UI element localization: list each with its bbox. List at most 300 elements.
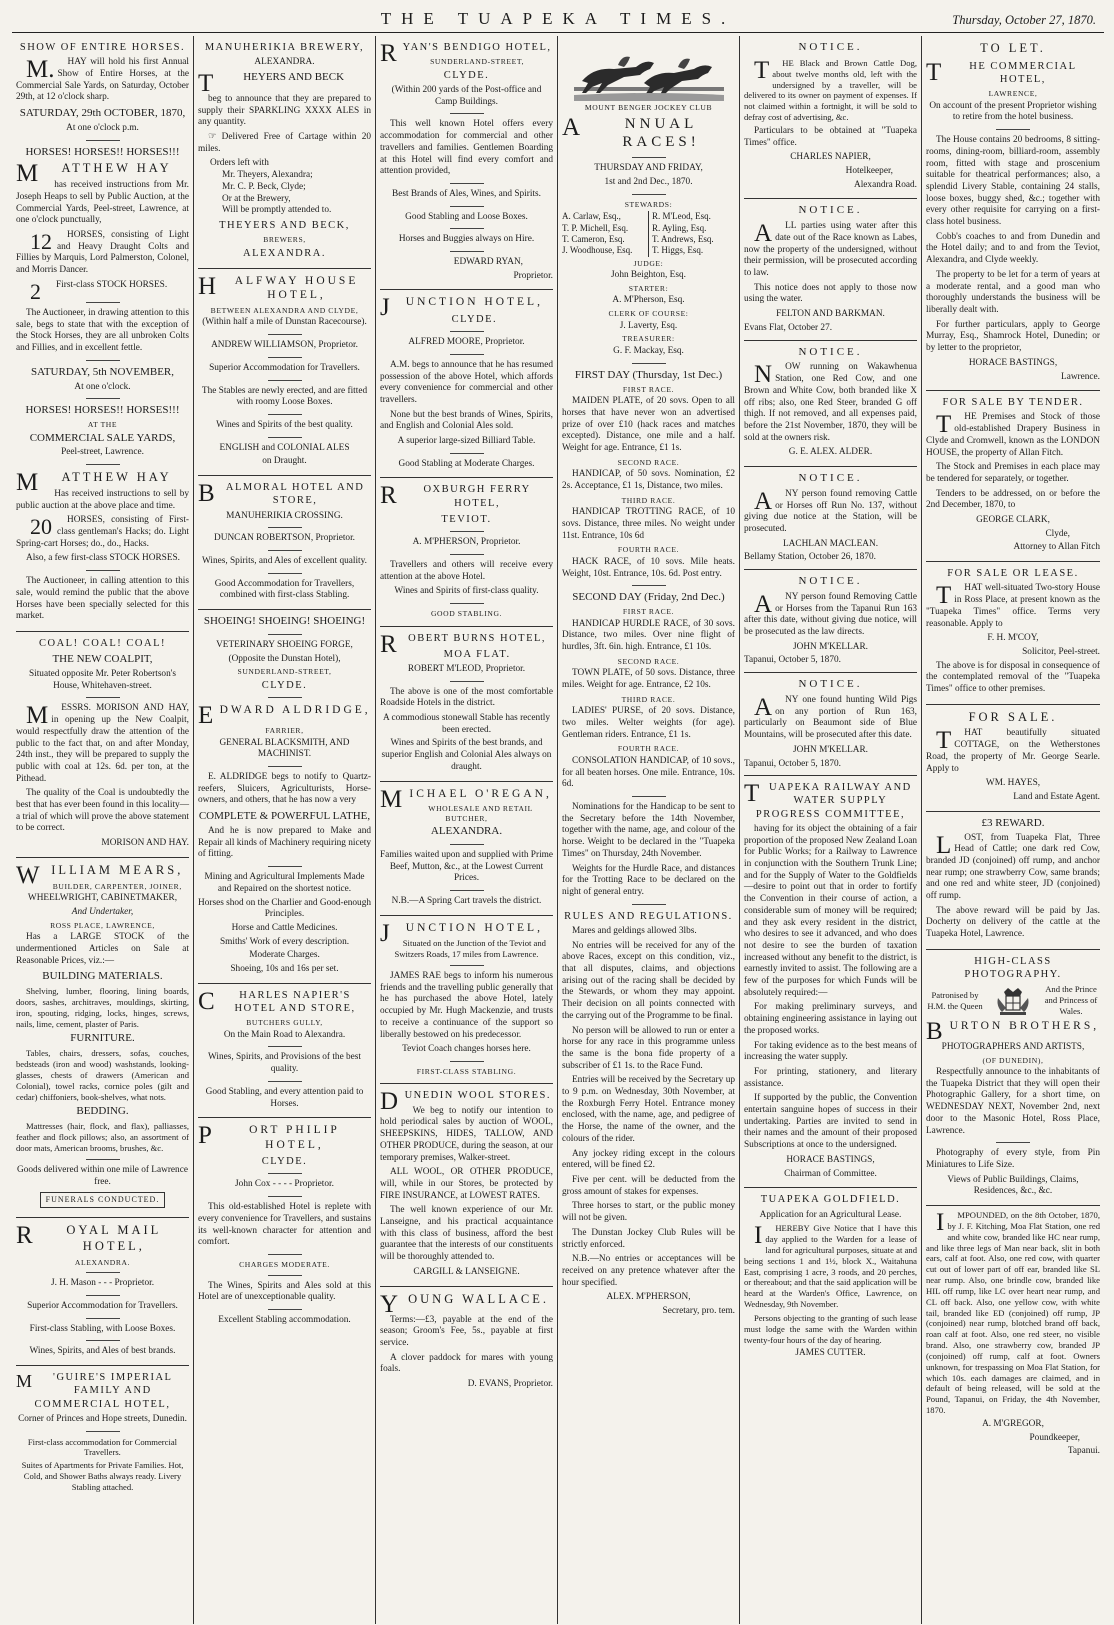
ad-signature: Proprietor. [513, 270, 553, 281]
ad-location: ALEXANDRA. [74, 1257, 131, 1267]
ad-line: Or at the Brewery, [222, 193, 291, 204]
ad-body: A clover paddock for mares with young foals. [380, 1352, 553, 1375]
ad-heading: HE COMMERCIAL HOTEL, [969, 60, 1077, 85]
notice-subheading: Application for an Agricultural Lease. [759, 1209, 902, 1220]
club-name: MOUNT BENGER JOCKEY CLUB [584, 103, 713, 112]
rule: Any jockey riding except in the colours entered, will be fined £2. [562, 1148, 735, 1171]
ad-heading: OYAL MAIL HOTEL, [66, 1223, 162, 1254]
ad-body: For further particulars, apply to George Murray, Esq., Shamrock Hotel, Dunedin; or by letter to the proprietor, [926, 319, 1100, 354]
proprietor: ROBERT M'LEOD, Proprietor. [407, 663, 526, 674]
ad-body: HE Premises and Stock of those old-established Drapery Business in Clyde and Cromwell, known as the LONDON HOUSE, the property of Allan Fitch. [926, 412, 1100, 458]
ad-line: Excellent Stabling accommodation. [218, 1314, 351, 1325]
drop-cap: I [754, 1222, 763, 1250]
ad-heading: ALFWAY HOUSE HOTEL, [234, 274, 359, 302]
drop-cap: R [380, 482, 399, 510]
proprietor: J. H. Mason - - - Proprietor. [50, 1278, 155, 1289]
auctioneer-name: ATTHEW HAY [61, 161, 172, 176]
ad-photography [926, 950, 1100, 1206]
ad-line: Mr. Theyers, Alexandra; [222, 170, 313, 181]
section-heading: BEDDING. [76, 1105, 129, 1118]
ad-heading: OXBURGH FERRY HOTEL, [423, 484, 531, 509]
issue-date: Thursday, October 27, 1870. [952, 13, 1096, 27]
ad-subheading: PHOTOGRAPHERS AND ARTISTS, [941, 1041, 1085, 1052]
drop-cap: A [562, 113, 585, 141]
race-number: SECOND RACE. [617, 457, 680, 467]
ad-location: LAWRENCE, [988, 89, 1038, 99]
section-heading: BUILDING MATERIALS. [42, 970, 163, 983]
ad-heading: ILLIAM MEARS, [51, 862, 184, 877]
drop-cap: J [380, 919, 393, 947]
steward: T. Higgs, Esq. [652, 245, 704, 256]
ad-heading: URTON BROTHERS, [949, 1019, 1100, 1032]
ad-location: SUNDERLAND-STREET, [237, 667, 332, 677]
drop-cap: R [16, 1222, 36, 1250]
official: A. M'Pherson, Esq. [612, 295, 685, 306]
notice-wild-pigs [744, 673, 917, 776]
notice-cattle-dog [744, 36, 917, 199]
ad-body: Goods delivered within one mile of Lawrence free. [17, 1164, 188, 1187]
ad-line: Mr. C. P. Beck, Clyde; [222, 181, 306, 192]
notice-date: Tapanui, October 5, 1870. [744, 758, 841, 769]
ad-line: N.B.—A Spring Cart travels the district. [391, 896, 542, 907]
lot-number: 12 [30, 229, 52, 255]
ad-roxburgh-ferry-hotel [380, 478, 553, 626]
drop-cap: P [198, 1122, 215, 1150]
ad-shoeing-forge [198, 610, 371, 984]
ad-subheading: THE NEW COALPIT, [52, 653, 153, 666]
ad-body: Has a LARGE STOCK of the undermentioned Articles on Sale at Reasonable Prices, viz.:— [16, 932, 189, 966]
ad-signature: ALEXANDRA. [243, 247, 326, 259]
ad-signature: GEORGE CLARK, [976, 515, 1050, 526]
drop-cap: M [16, 469, 42, 497]
ad-body: Respectfully announce to the inhabitants of the Tuapeka District that they will open their Photographic Gallery, for a short time, on WEDNESDAY NEXT, November 2nd, next door to the Masonic Hotel, Ross Place, Lawrence. [926, 1067, 1100, 1136]
drop-cap: M [16, 160, 42, 188]
venue-address: Peel-street, Lawrence. [61, 447, 144, 458]
ad-subheading: COMPLETE & POWERFUL LATHE, [198, 810, 371, 823]
notice-signature: Poundkeeper, [1029, 1432, 1080, 1443]
ad-location: MOA FLAT. [443, 648, 511, 660]
ad-robert-burns-hotel [380, 627, 553, 782]
ad-line: On account of the present Proprietor wishing to retire from the hotel business. [929, 100, 1097, 123]
drop-cap: W [16, 861, 43, 889]
ad-heading: MANUHERIKIA BREWERY, [204, 42, 365, 53]
ad-line: Superior Accommodation for Travellers. [209, 362, 360, 373]
ad-william-mears [16, 858, 189, 1218]
race-dates: 1st and 2nd Dec., 1870. [604, 177, 693, 188]
ad-mguires-hotel [16, 1366, 189, 1500]
ad-body: Tenders to be addressed, on or before the 2nd December, 1870, to [926, 488, 1100, 511]
race-day-heading: FIRST DAY (Thursday, 1st Dec.) [574, 368, 723, 381]
ad-signature: F. H. M'COY, [987, 633, 1039, 644]
ad-heading: OBERT BURNS HOTEL, [408, 632, 547, 644]
notice-signature: FELTON AND BARKMAN. [776, 309, 885, 320]
ad-location: SUNDERLAND-STREET, [430, 57, 525, 67]
racehorse-engraving [574, 41, 724, 101]
officials-heading: CLERK OF COURSE: [608, 309, 689, 319]
race-description: HANDICAP HURDLE RACE, of 30 sovs. Distance, two miles. Over nine flight of hurdles, 3ft. 6in. high. Entrance, £1 10s. [562, 618, 735, 653]
notice-signature: LACHLAN MACLEAN. [782, 538, 879, 549]
notice-body: For making preliminary surveys, and obtaining engineering assistance in laying out the proposed works. [744, 1002, 917, 1036]
ad-junction-hotel-clyde [380, 290, 553, 478]
drop-cap: C [198, 987, 217, 1015]
ad-signature: CARGILL & LANSEIGNE. [413, 1266, 520, 1277]
ad-manuherikia-brewery [198, 36, 371, 269]
race-note: Nominations for the Handicap to be sent to the Secretary before the 14th November, together with the name, age, and colour of the horse. Weight to be declared in the "Tuapeka Times" on Thursday, 24th November. [562, 802, 735, 859]
ad-line: FIRST-CLASS STABLING. [416, 1066, 517, 1076]
notice-date: Bellamy Station, October 26, 1870. [744, 552, 876, 563]
ad-heading: £3 REWARD. [981, 816, 1045, 829]
official: John Beighton, Esq. [611, 270, 686, 281]
proprietor: A. M'PHERSON, Proprietor. [412, 537, 521, 548]
notice-body: For printing, stationery, and literary assistance. [744, 1066, 917, 1089]
ad-balmoral-hotel [198, 476, 371, 610]
ad-location: Situated on the Junction of the Teviot and Switzers Roads, 17 miles from Lawrence. [394, 938, 546, 960]
rule: Mares and geldings allowed 3lbs. [572, 925, 697, 936]
ad-to-let-commercial-hotel [926, 36, 1100, 391]
drop-cap: T [936, 582, 952, 610]
rule: The Dunstan Jockey Club Rules will be strictly enforced. [562, 1227, 735, 1250]
drop-cap: T [936, 411, 952, 439]
drop-cap: B [926, 1017, 946, 1045]
ad-body: Tables, chairs, dressers, sofas, couches, bedsteads (iron and wood) washstands, looking-glasses, chests of drawers (American and Colonial), towel racks, cornice poles (gilt and cedar) chiffoniers, book-shelves, what nots. [16, 1048, 189, 1102]
ad-body: Cobb's coaches to and from Dunedin and the Hotel daily; and to and from the Teviot, Alexandra, and Clyde weekly. [926, 231, 1100, 266]
drop-cap: M [380, 785, 406, 813]
notice-heading: NOTICE. [798, 41, 863, 53]
ad-signature: Attorney to Allan Fitch [1013, 542, 1100, 553]
ad-heading: ALMORAL HOTEL AND STORE, [225, 482, 365, 507]
ad-line: (Within half a mile of Dunstan Racecourse). [202, 317, 367, 328]
rule: No person will be allowed to run or enter a horse for any race in this programme unless the same is the bona fide property of a subscriber of £1 1s. to the Race Fund. [562, 1025, 735, 1071]
ad-line: Good Accommodation for Travellers, combined with first-class Stabling. [214, 578, 355, 601]
ad-body: None but the best brands of Wines, Spirits, and English and Colonial Ales sold. [380, 409, 553, 432]
ad-location: CLYDE. [261, 1156, 308, 1168]
notice-signature: Tapanui. [1067, 1446, 1100, 1457]
ad-heading: HARLES NAPIER'S HOTEL AND STORE, [234, 989, 356, 1014]
ad-heading: HIGH-CLASS PHOTOGRAPHY. [964, 955, 1062, 981]
ad-location: TEVIOT. [441, 513, 492, 525]
proprietor: John Cox - - - - Proprietor. [235, 1179, 334, 1190]
ad-port-philip-hotel [198, 1118, 371, 1333]
rule: No entries will be received for any of the above Races, except on this condition, viz., that all disputes, claims, and objections arising out of the racing shall be decided by the Stewards, or whom they may appoint. Their decision on all points connected with the carrying out of the Programme to be final. [562, 940, 735, 1021]
rule: Entries will be received by the Secretary up to 9 p.m. on Wednesday, 30th November, at the Roxburgh Ferry Hotel. Entrance money enclosed, with the name, age, and pedigree of the Horse, the name of the owner, and the colours of the rider. [562, 1075, 735, 1144]
drop-cap: R [380, 40, 399, 67]
ad-body: Mattresses (hair, flock, and flax), palliasses, feather and flock pillows; also, an assortment of door mats, American brooms, brushes, &c. [16, 1121, 189, 1153]
race-description: HANDICAP, of 50 sovs. Nomination, £2 2s. Acceptance, £1 1s, Distance, two miles. [562, 469, 735, 491]
ad-body: Travellers and others will receive every attention at the above Hotel. [380, 559, 553, 582]
race-description: HANDICAP TROTTING RACE, of 10 sovs. Distance, three miles. No weight under 11st. Entrance, 10s 6d [562, 507, 735, 541]
ad-heading: NNUAL RACES! [622, 115, 700, 151]
notice-body: HE Black and Brown Cattle Dog, about twelve months old, left with the undersigned by a traveller, will be delivered to its owner on payment of expenses. If not claimed within a fortnight, it will be sold to defray cost of advertising, &c. [744, 57, 917, 122]
lot-text: First-class STOCK HORSES. [56, 279, 168, 290]
ad-line: Orders left with [210, 158, 269, 169]
notice-signature: Hotelkeeper, [845, 165, 893, 176]
race-note: Weights for the Hurdle Race, and distances for the Trotting Race to be declared on the night of general entry. [562, 863, 735, 897]
ad-line: ENGLISH and COLONIAL ALES [219, 442, 350, 453]
notice-body: LL parties using water after this date out of the Race known as Labes, now the property of the undersigned, without their permission, will be prosecuted according to law. [744, 221, 917, 279]
ad-line: Shoeing, 10s and 16s per set. [230, 964, 339, 975]
ad-heading: YAN'S BENDIGO HOTEL, [402, 42, 552, 53]
race-description: TOWN PLATE, of 50 sovs. Distance, three miles. Weight for age. Entrance, £2 10s. [562, 668, 735, 691]
ad-body: beg to announce that they are prepared to supply their SPARKLING XXXX ALES in any quantity. [198, 93, 371, 128]
notice-body: For taking evidence as to the best means of increasing the water supply. [744, 1040, 917, 1063]
drop-cap: J [380, 294, 393, 322]
ad-line: Good Stabling and Loose Boxes. [405, 211, 528, 222]
boxed-notice: FUNERALS CONDUCTED. [40, 1192, 165, 1208]
proprietor: ANDREW WILLIAMSON, Proprietor. [211, 340, 358, 351]
notice-signature: JOHN M'KELLAR. [792, 641, 868, 652]
column-4 [558, 36, 740, 1624]
ad-body: Also, a few first-class STOCK HORSES. [26, 553, 180, 564]
ad-line: Wines, Spirits, and Provisions of the best quality. [207, 1052, 362, 1075]
race-number: FOURTH RACE. [617, 545, 680, 555]
rule: Three horses to start, or the public money will not be given. [562, 1201, 735, 1224]
drop-cap: M. [26, 56, 55, 84]
ad-body: HAT well-situated Two-story House in Ross Place, at present known as the "Tuapeka Times" office. Terms very reasonable. Apply to [926, 583, 1100, 629]
ad-line: Best Brands of Ales, Wines, and Spirits. [392, 188, 541, 199]
ad-body: The above reward will be paid by Jas. Docherty on delivery of the cattle at the Tuapeka Hotel, Lawrence. [926, 905, 1100, 940]
royal-patronage [926, 984, 1100, 1016]
ad-line: Horse and Cattle Medicines. [231, 922, 338, 933]
ad-body: Shelving, lumber, flooring, lining boards, doors, sashes, architraves, mouldings, skirting, iron, spouting, ridging, locks, hinges, screws, nails, lime, cement, plaster of Paris. [16, 986, 189, 1029]
notice-signature: A. M'GREGOR, [982, 1418, 1044, 1429]
notice-impounded [926, 1206, 1100, 1465]
ad-heading: 'GUIRE'S IMPERIAL FAMILY AND COMMERCIAL HOTEL, [34, 1372, 173, 1410]
race-number: SECOND RACE. [617, 656, 680, 666]
ad-body: HAY will hold his first Annual Show of Entire Horses, at the Commercial Sale Yards, on Saturday, October 29th, at 12 o'clock sharp. [16, 57, 189, 103]
drop-cap: M [26, 702, 49, 730]
notice-signature: JAMES CUTTER. [795, 1348, 866, 1359]
ad-line: Suites of Apartments for Private Families. Hot, Cold, and Shower Baths always ready. Livery Stabling attached. [21, 1460, 184, 1492]
ad-body: The above is one of the most comfortable Roadside Hotels in the district. [380, 686, 553, 709]
ad-trades: BUILDER, CARPENTER, JOINER, [52, 881, 182, 891]
ad-line: Good Stabling, and every attention paid to Horses. [205, 1086, 364, 1109]
column-6 [922, 36, 1104, 1624]
ad-body: Has received instructions to sell by public auction at the above place and time. [16, 488, 189, 511]
ad-heading: ICHAEL O'REGAN, [409, 787, 552, 800]
ad-heading: FOR SALE BY TENDER. [942, 397, 1084, 409]
race-number: FOURTH RACE. [617, 744, 680, 754]
patronage-text: And the Prince and Princess of Wales. [1044, 984, 1098, 1016]
ad-body: The House contains 20 bedrooms, 8 sitting-rooms, dining-room, billiard-room, assembly room, fitted with stage and proscenium suitable for theatrical performances; also, a splendid Livery Stable, containing 24 stalls, loose boxes, buggy shed, &c.; together with every other requisite for carrying on a first-class hotel business. [926, 135, 1100, 228]
proprietor: DUNCAN ROBERTSON, Proprietor. [214, 533, 355, 544]
ad-heading: DWARD ALDRIDGE, [219, 704, 371, 717]
ad-location: (OF DUNEDIN), [982, 1055, 1044, 1065]
drop-cap: A [754, 487, 773, 515]
sale-date: SATURDAY, 5th NOVEMBER, [30, 365, 175, 378]
notice-body: NY one found hunting Wild Pigs on any portion of Run 163, particularly on Beaumont side of Blue Mountains, will be prosecuted after this date. [744, 695, 917, 741]
lot-text: HORSES, consisting of First-class gentleman's Hacks; do. Light Spring-cart Horses; do., do., Hacks. [16, 515, 189, 549]
drop-cap: A [754, 590, 773, 618]
ad-line: Wines and Spirits of first-class quality. [394, 586, 539, 597]
notice-signature: JOHN M'KELLAR. [792, 744, 868, 755]
drop-cap: E [198, 702, 217, 730]
notice-date: Evans Flat, October 27. [744, 322, 833, 333]
race-number: THIRD RACE. [621, 694, 676, 704]
ad-heading: UNCTION HOTEL, [405, 921, 543, 934]
ad-coal [16, 632, 189, 858]
ad-trades: GENERAL BLACKSMITH, AND MACHINIST. [219, 737, 350, 760]
label: AT THE [87, 420, 118, 430]
ad-heading: SHOW OF ENTIRE HORSES. [19, 42, 186, 53]
venue: COMMERCIAL SALE YARDS, [29, 431, 176, 444]
drop-cap: T [198, 69, 214, 97]
ad-trades: WHEELWRIGHT, CABINETMAKER, [27, 893, 178, 904]
ad-line: First-class accommodation for Commercial Travellers. [27, 1436, 178, 1458]
drop-cap: I [936, 1209, 945, 1237]
drop-cap: T [744, 780, 761, 808]
ad-young-wallace [380, 1287, 553, 1398]
notice-heading: NOTICE. [798, 204, 863, 217]
notice-signature: Alexandra Road. [854, 179, 917, 190]
ad-ryans-bendigo-hotel [380, 36, 553, 290]
horses-banner: HORSES! HORSES!! HORSES!!! [25, 145, 180, 158]
ad-heading: UNCTION HOTEL, [405, 296, 543, 309]
sale-time: At one o'clock. [74, 381, 131, 392]
race-number: FIRST RACE. [622, 384, 675, 394]
ad-dunedin-wool-stores [380, 1084, 553, 1286]
ad-for-sale-cottage [926, 705, 1100, 812]
ad-subheading: VETERINARY SHOEING FORGE, [216, 639, 353, 650]
notice-body: NY person found Removing Cattle or Horses from the Tapanui Run 163 after this date, without giving due notice, will be prosecuted as the law directs. [744, 591, 917, 638]
notice-body: If supported by the public, the Convention entertain sanguine hopes of success in their undertaking. Parties are invited to send in their names and the amount of their proposed Subscriptions at once to the undersigned. [744, 1093, 917, 1151]
ad-line: A superior large-sized Billiard Table. [397, 436, 536, 447]
steward: J. Woodhouse, Esq. [562, 245, 633, 256]
race-days: THURSDAY AND FRIDAY, [594, 163, 703, 174]
ad-body: Delivered Free of Cartage within 20 miles. [198, 132, 371, 154]
columns [12, 36, 1104, 1624]
ad-heading: OUNG WALLACE. [408, 1291, 549, 1306]
ad-line: Wines, Spirits, and Ales of best brands. [29, 1346, 176, 1357]
steward: R. Ayling, Esq. [652, 222, 707, 233]
notice-body: Persons objecting to the granting of such lease must lodge the same with the Warden within twenty-four hours of the day of hearing. [744, 1312, 917, 1345]
notice-signature: G. E. ALEX. ALDER. [788, 447, 873, 458]
ad-heading: COAL! COAL! COAL! [39, 637, 166, 649]
drop-cap: N [754, 361, 773, 389]
official: G. F. Mackay, Esq. [613, 345, 684, 356]
ad-heading: TO LET. [980, 41, 1046, 55]
ad-line: GOOD STABLING. [430, 608, 503, 618]
ad-line: Good Stabling at Moderate Charges. [398, 458, 535, 469]
drop-cap: M [16, 1371, 34, 1392]
column-1 [12, 36, 194, 1624]
ad-location: CLYDE. [443, 69, 490, 81]
pointing-hand-icon: ☞ [208, 132, 217, 143]
ad-signature: D. EVANS, Proprietor. [467, 1379, 553, 1390]
lot-number: 20 [30, 514, 52, 540]
race-description: MAIDEN PLATE, of 20 sovs. Open to all horses that have never won an advertised prize of over £10 (hack races and matches excepted). Distance, one mile and a half. Weight for age. Entrance, £1 1s. [562, 396, 735, 453]
ad-signature: Solicitor, Peel-street. [1022, 646, 1100, 657]
ad-body: JAMES RAE begs to inform his numerous friends and the travelling public generally that he has purchased the above Hotel, lately occupied by Mr. Hugh Mackenzie, and trusts to receive a continuance of the support so liberally bestowed on his predecessor. [380, 970, 553, 1040]
notice-wakawhenua-cattle [744, 341, 917, 467]
rules-heading: RULES AND REGULATIONS. [564, 910, 733, 922]
drop-cap: R [380, 630, 399, 658]
ad-body: The Stock and Premises in each place may be tendered for separately, or together. [926, 462, 1100, 484]
drop-cap: T [936, 727, 952, 755]
proprietor: ALFRED MOORE, Proprietor. [408, 337, 525, 348]
ad-signature: WM. HAYES, [985, 778, 1041, 789]
ad-body: E. ALDRIDGE begs to notify to Quartz-reefers, Sluicers, Agriculturists, Horse-owners, and others, that he has now a very [198, 772, 371, 806]
ad-note: The Auctioneer, in calling attention to this sale, would remind the public that the above Horses have been specially selected for this market. [16, 576, 189, 622]
drop-cap: T [754, 56, 770, 84]
drop-cap: L [936, 831, 952, 859]
notice-heading: NOTICE. [798, 678, 863, 691]
ad-show-of-horses [16, 36, 189, 632]
section-heading: FURNITURE. [70, 1032, 135, 1045]
notice-signature: HORACE BASTINGS, [786, 1154, 875, 1165]
ad-sale-or-lease [926, 562, 1100, 705]
steward: T. Andrews, Esq. [652, 233, 714, 244]
ad-location: BETWEEN ALEXANDRA AND CLYDE, [210, 305, 359, 315]
ad-body: And he is now prepared to Make and Repair all kinds of Machinery requiring nicety of fitting. [198, 826, 371, 860]
ad-body: ALL WOOL, OR OTHER PRODUCE, will, while in our Stores, be protected by FIRE INSURANCE, at LOWEST RATES. [380, 1167, 553, 1201]
notice-body: OW running on Wakawhenua Station, one Red Cow, and one Brown and White Cow, both branded like X off ribs; also, one Red Steer, branded G off thigh. If not removed, and all expenses paid, before the 21st November, 1870, they will be sold at the owners risk. [744, 362, 917, 443]
ad-body: The Wines, Spirits and Ales sold at this Hotel are of unexceptionable quality. [198, 1280, 371, 1303]
sale-date: SATURDAY, 29th OCTOBER, 1870, [19, 107, 186, 120]
drop-cap: A [754, 694, 773, 722]
ad-body: The well known experience of our Mr. Lanseigne, and his practical acquaintance with this class of business, afford the best guarantee that the interests of our constituents will be thoroughly attended to. [380, 1205, 553, 1263]
notice-railway-committee [744, 776, 917, 1188]
ad-body: OST, from Tuapeka Flat, Three Head of Cattle; one dark red Cow, branded JD (conjoined) off rump, and anchor near rump; one strawberry Cow, same brands; and one red and white steer, JD (conjoined) off rump. [926, 832, 1100, 902]
ad-line: Views of Public Buildings, Claims, Residences, &c., &c. [947, 1174, 1079, 1197]
ad-location: ROSS PLACE, LAWRENCE, [50, 920, 155, 930]
notice-heading: NOTICE. [798, 472, 863, 485]
drop-cap: T [926, 58, 943, 86]
lot-text: HORSES, consisting of Light and Heavy Draught Colts and Fillies by Marquis, Lord Palmerston, Colonel, and Morris Dancer. [16, 230, 189, 276]
officials-heading: STEWARDS: [624, 199, 673, 209]
rule: Five per cent. will be deducted from the gross amount of stakes for expenses. [562, 1174, 735, 1197]
drop-cap: A [754, 220, 773, 248]
ad-body: HAT beautifully situated COTTAGE, on the Wetherstones Road, the property of Mr. George Searle. Apply to [926, 728, 1100, 774]
ad-body: Terms:—£3, payable at the end of the season; Groom's Fee, 5s., payable at first service. [380, 1314, 553, 1348]
ad-line: Will be promptly attended to. [222, 205, 332, 216]
ad-line: Wines and Spirits of the best quality. [216, 420, 353, 430]
ad-line: Smiths' Work of every description. [219, 936, 350, 947]
ad-body: We beg to notify our intention to hold periodical sales by auction of WOOL, SHEEPSKINS, HIDES, TALLOW, AND OTHER PRODUCE, during the season, at our temporary premises, Walker-street. [380, 1105, 553, 1163]
ad-heading: ORT PHILIP HOTEL, [249, 1124, 340, 1151]
column-2 [194, 36, 376, 1624]
patronage-text: Patronised by H.M. the Queen [927, 989, 983, 1011]
ad-location: BUTCHERS GULLY, [246, 1018, 323, 1028]
race-number: THIRD RACE. [621, 495, 676, 505]
rule: N.B.—No entries or acceptances will be received on any pretence whatever after the hour specified. [562, 1254, 735, 1288]
ad-location: ALEXANDRA. [430, 825, 503, 838]
ad-trades: And Undertaker, [71, 906, 134, 917]
ad-body: The quality of the Coal is undoubtedly the best that has ever been found in this locality—a trial of which will prove the above statement to be correct. [16, 788, 189, 834]
notice-heading: NOTICE. [798, 575, 863, 588]
ad-location: CLYDE. [451, 313, 498, 325]
ad-location: Situated opposite Mr. Peter Robertson's House, Whitehaven-street. [28, 669, 177, 691]
ad-signature: Secretary, pro. tem. [662, 1306, 735, 1317]
ad-charles-napier-hotel [198, 984, 371, 1119]
ad-line: Wines and Spirits of the best brands, and superior English and Colonial Ales always on draught. [381, 738, 552, 772]
ad-sale-by-tender [926, 391, 1100, 562]
ad-michael-oregan [380, 782, 553, 916]
ad-line: Mining and Agricultural Implements Made and Repaired on the shortest notice. [204, 872, 365, 894]
drop-cap: Y [380, 1290, 402, 1318]
sale-time: At one o'clock p.m. [66, 122, 139, 133]
race-description: HACK RACE, of 10 sovs. Mile heats. Weight, 10st. Entrance, 10s. 6d. Post entry. [562, 556, 735, 579]
ad-body: The above is for disposal in consequence of the contemplated removal of the "Tuapeka Times" office to other premises. [926, 660, 1100, 695]
ad-signature: Land and Estate Agent. [1013, 791, 1100, 802]
ad-signature: HORACE BASTINGS, [968, 357, 1058, 368]
officials-heading: JUDGE: [633, 258, 664, 268]
ad-halfway-house-hotel [198, 269, 371, 476]
ad-trades: WHOLESALE AND RETAIL BUTCHER, [428, 804, 533, 823]
ad-heading: FOR SALE. [968, 709, 1058, 724]
ad-body: A.M. begs to announce that he has resumed possession of the above Hotel, which affords every convenience for commercial and other travellers. [380, 359, 553, 405]
ad-annual-races [562, 36, 735, 1325]
ad-note: The Auctioneer, in drawing attention to this sale, begs to state that with the exception of the Stock Horses, they are all unbroken Colts and Fillies, and in excellent fettle. [16, 307, 189, 353]
